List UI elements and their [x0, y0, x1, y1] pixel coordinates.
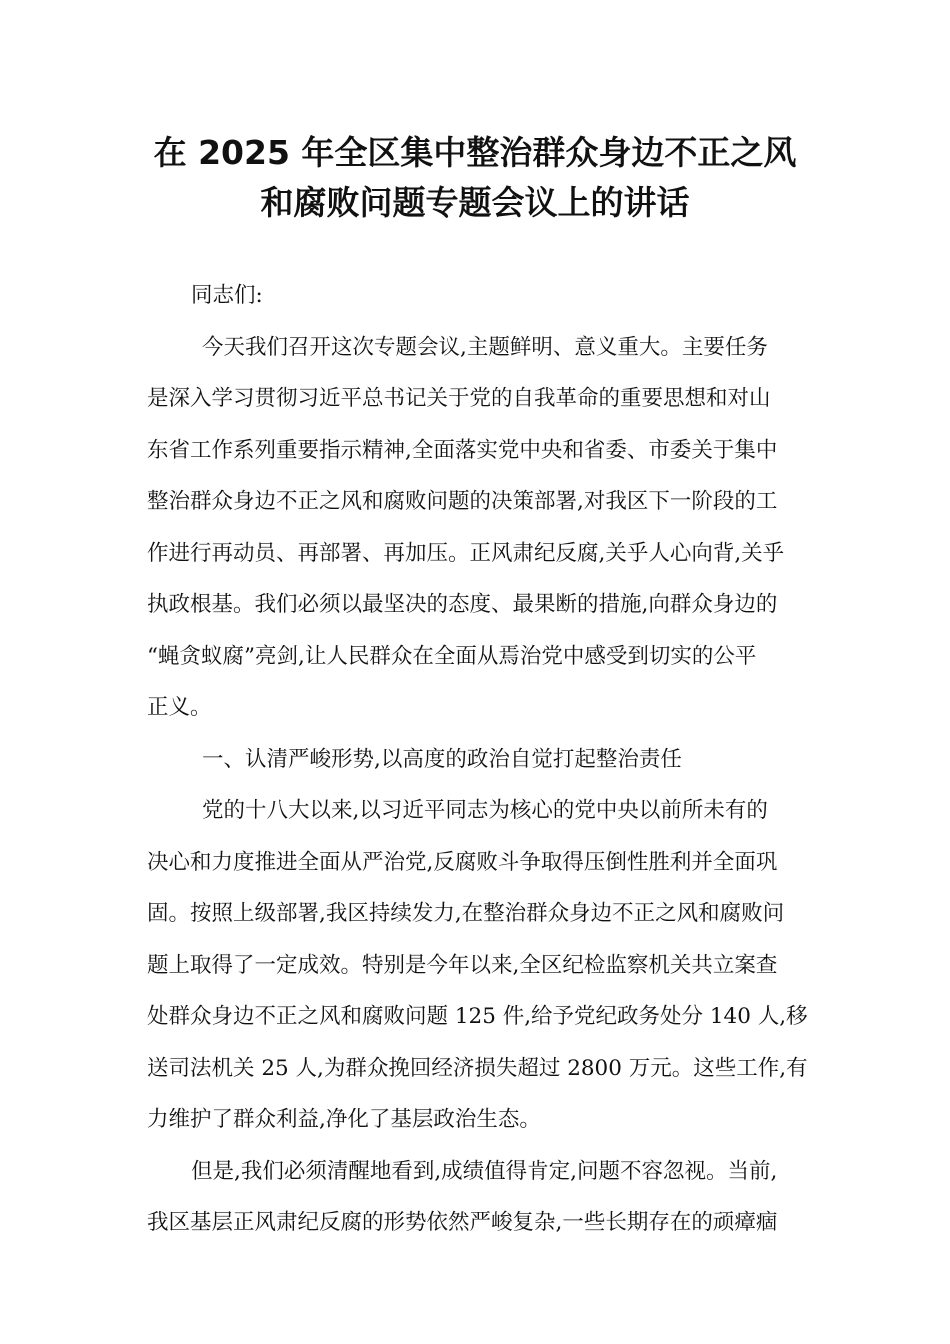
paragraph-progress: [147, 785, 807, 1146]
paragraph-line: 党的十八大以来,以习近平同志为核心的党中央以前所未有的: [202, 798, 768, 823]
document-body: [147, 270, 807, 1249]
paragraph-line: “蝇贪蚁腐”亮剑,让人民群众在全面从焉治党中感受到切实的公平: [147, 643, 757, 669]
paragraph-line: 我区基层正风肃纪反腐的形势依然严峻复杂,一些长期存在的顽瘴痼: [147, 1210, 778, 1235]
paragraph-line: 决心和力度推进全面从严治党,反腐败斗争取得压倒性胜利并全面巩: [147, 849, 778, 875]
paragraph-line: 力维护了群众利益,净化了基层政治生态。: [147, 1107, 541, 1132]
paragraph-line: 题上取得了一定成效。特别是今年以来,全区纪检监察机关共立案查: [147, 952, 778, 978]
paragraph-line: 执政根基。我们必须以最坚决的态度、最果断的措施,向群众身边的: [147, 592, 778, 617]
paragraph-line: 整治群众身边不正之风和腐败问题的决策部署,对我区下一阶段的工: [147, 489, 778, 514]
paragraph-line: 是深入学习贯彻习近平总书记关于党的自我革命的重要思想和对山: [147, 386, 771, 411]
paragraph-line: 东省工作系列重要指示精神,全面落实党中央和省委、市委关于集中: [147, 437, 778, 463]
paragraph-intro: [147, 322, 807, 734]
paragraph-line: 今天我们召开这次专题会议,主题鲜明、意义重大。主要任务: [202, 334, 768, 360]
paragraph-line: 固。按照上级部署,我区持续发力,在整治群众身边不正之风和腐败问: [147, 901, 785, 926]
paragraph-line: 正义。: [147, 695, 212, 720]
paragraph-line: 送司法机关 25 人,为群众挽回经济损失超过 2800 万元。这些工作,有: [147, 1055, 808, 1081]
salutation: 同志们:: [191, 283, 263, 308]
paragraph-line: 处群众身边不正之风和腐败问题 125 件,给予党纪政务处分 140 人,移: [147, 1004, 808, 1029]
section-heading: 一、认清严峻形势,以高度的政治自觉打起整治责任: [202, 746, 682, 772]
paragraph-problems: [147, 1146, 807, 1249]
document-title: [120, 128, 830, 228]
title-line-2: 和腐败问题专题会议上的讲话: [260, 183, 690, 222]
paragraph-line: 但是,我们必须清醒地看到,成绩值得肯定,问题不容忽视。当前,: [191, 1158, 778, 1184]
paragraph-line: 作进行再动员、再部署、再加压。正风肃纪反腐,关乎人心向背,关乎: [147, 540, 785, 566]
title-line-1: 在 2025 年全区集中整治群众身边不正之风: [153, 133, 797, 172]
